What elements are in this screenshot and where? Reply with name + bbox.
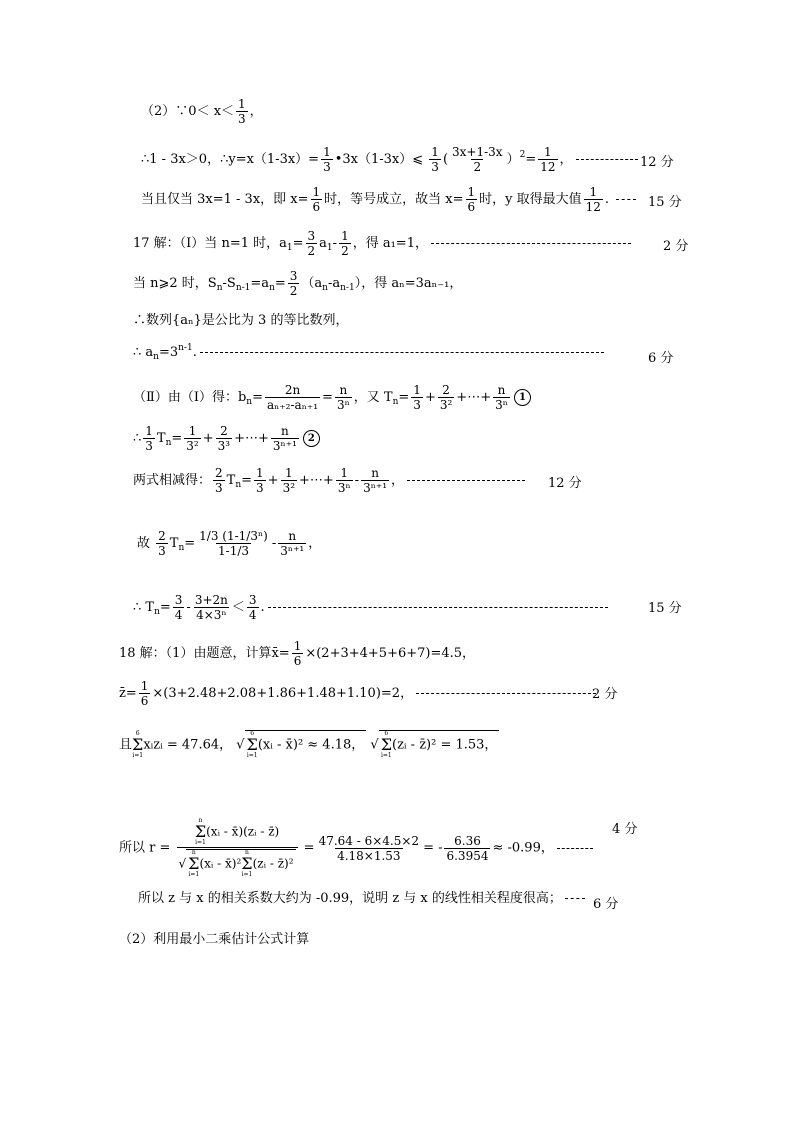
text: =a	[250, 276, 270, 291]
numerator: 1	[312, 185, 321, 199]
text: (zᵢ - z̄)²	[252, 856, 294, 871]
text: (zᵢ - z̄)² = 1.53，	[392, 737, 498, 753]
numerator: 3+2n	[194, 593, 228, 607]
denominator: 3ⁿ⁺¹	[363, 481, 388, 495]
problem-18-line-1: 18 解：（1）由题意，计算x̄= $\frac{1}{6}$ ×(2+3+4+5+6+7)=4.5，	[119, 639, 476, 668]
text: 时，y 取得最大值	[479, 192, 582, 207]
score-label: 6 分	[593, 897, 619, 912]
text: （2）利用最小二乘估计公式计算	[119, 932, 310, 947]
denominator: 4	[248, 608, 257, 622]
score-label: 12 分	[640, 155, 674, 170]
subscript: n	[392, 397, 399, 407]
problem-17-part2-line-5: ∴ $T_n=$ $\frac{3}{4}$ - $\frac{3+2n}{\text{4×3ⁿ}}$ ＜ $\frac{3}{4}$ .	[133, 594, 611, 621]
fraction	[278, 530, 306, 557]
text: 17 解：（Ⅰ）当 n=1 时，a	[133, 236, 287, 251]
numerator: n	[497, 383, 506, 397]
subscript: n	[235, 480, 242, 490]
sigma-lower: i=1	[380, 752, 392, 759]
circled-number-1: 1	[514, 389, 531, 406]
numerator: 3x+1-3x	[452, 145, 503, 159]
text: .	[260, 600, 265, 615]
denominator: 3ⁿ	[337, 481, 351, 495]
text: (xᵢ - x̄)² ≈ 4.18，	[257, 737, 365, 753]
dash-leader	[416, 693, 596, 694]
denominator: √ n Σ i=1 (xᵢ - x̄)² n Σ i=1 (zᵢ - z̄)²	[177, 847, 298, 878]
subscript: n-1	[235, 283, 251, 293]
numerator: 1	[323, 145, 331, 159]
text: +⋯+	[456, 390, 492, 405]
numerator: 3	[174, 593, 183, 607]
text: z̄	[119, 686, 126, 701]
fraction	[311, 186, 323, 213]
text: 18 解：（1）由题意，计算	[119, 646, 272, 661]
fraction	[584, 186, 603, 213]
text: 且	[119, 737, 133, 753]
text: -	[332, 236, 338, 251]
fraction	[288, 270, 300, 297]
text: 当且仅当 3x=1 - 3x，即 x=	[141, 192, 309, 207]
text: xᵢzᵢ = 47.64，	[143, 737, 233, 753]
text: ∴数列{aₙ}是公比为 3 的等比数列，	[133, 313, 349, 328]
text: ≈ -0.99，	[492, 840, 554, 856]
text: ）	[506, 152, 520, 167]
text: x̄	[271, 646, 279, 661]
fraction	[143, 425, 155, 452]
sigma-sum	[381, 731, 392, 759]
problem-18-line-4: 所以 r = n Σ i=1 (xᵢ - x̄)(zᵢ - z̄) √ n Σ i=1 (xᵢ - x̄)² n Σ i=1 (zᵢ - z̄)² = $\frac{47.64 - 6\times 4.5\times 2}{4.18\times 1.53}$ = - $\frac{6.36}{6.3954}$ ≈ -0.99，	[119, 818, 596, 878]
numerator: n	[281, 424, 289, 438]
denominator: 4.18×1.53	[337, 848, 401, 863]
text: （Ⅱ）由（Ⅰ）得：b	[133, 390, 247, 405]
numerator: 3	[248, 593, 257, 607]
numerator: 6.36	[454, 833, 481, 848]
denominator: 12	[540, 160, 556, 174]
problem-17-line-4	[133, 343, 607, 362]
fraction	[306, 230, 318, 257]
text: ，得 a₁=1，	[352, 236, 428, 251]
score-label: 2 分	[592, 687, 618, 702]
text: ×(3+2.48+2.08+1.86+1.48+1.10)=2，	[152, 686, 414, 701]
fraction	[216, 425, 232, 452]
numerator: 1	[467, 185, 476, 199]
text: ），得 aₙ=3aₙ₋₁，	[354, 276, 463, 291]
equality-condition-line: 当且仅当 3x=1 - 3x，即 x= $\frac{1}{6}$ 时，等号成立，故当 x= $\frac{1}{6}$ 时，y 取得最大值 $\frac{1}{12}$ .	[141, 186, 639, 213]
numerator: 1	[188, 424, 197, 438]
fraction	[247, 594, 259, 621]
numerator: n	[288, 529, 297, 543]
fraction	[335, 384, 352, 411]
sigma-lower: i=1	[132, 752, 144, 759]
denominator: 3	[238, 112, 246, 126]
sigma-sum	[247, 731, 258, 759]
numerator: 1	[140, 679, 149, 693]
fraction	[317, 835, 422, 862]
fraction	[292, 640, 304, 667]
circled-number-2: 2	[303, 430, 320, 447]
text: =3	[158, 345, 179, 360]
subscript: n-1	[340, 283, 355, 293]
numerator: n	[371, 466, 379, 480]
inequality-line: ∴1 - 3x＞0，∴y=x（1-3x）= $\frac{1}{3}$ •3x（1-3x）⩽ $\frac{1}{3}$ ( $\frac{3x+1-3x}{2}$ ）$^2$= $\frac{1}{12}$ ，	[141, 146, 641, 173]
fraction	[271, 425, 299, 452]
fraction	[321, 146, 333, 173]
exponent: 2	[519, 150, 526, 160]
denominator: 3ⁿ⁺¹	[280, 544, 305, 558]
denominator: 12	[585, 200, 601, 214]
numerator: 2	[158, 529, 166, 543]
subscript: n	[216, 283, 223, 293]
fraction	[493, 384, 510, 411]
numerator: 1	[340, 466, 349, 480]
text: 所以 z 与 x 的相关系数大约为 -0.99，说明 z 与 x 的线性相关程度很高；	[138, 891, 562, 906]
sigma-lower: i=1	[246, 752, 258, 759]
fraction	[236, 98, 248, 125]
problem-18-line-6	[119, 933, 309, 946]
problem-17-line-1: 17 解：（Ⅰ）当 n=1 时，$a_1=$ $\frac{3}{2}$ $a_1-$ $\frac{1}{2}$ ，得 a₁=1，	[133, 230, 634, 257]
sigma-symbol: Σ	[380, 735, 392, 754]
text: ×(2+3+4+5+6+7)=4.5，	[305, 646, 476, 661]
text: ，	[249, 104, 263, 119]
sigma-symbol: Σ	[132, 735, 144, 754]
denominator: 1-1/3	[218, 544, 250, 558]
fraction	[450, 146, 505, 173]
sigma-sum	[132, 731, 143, 759]
denominator: 3²	[282, 481, 296, 495]
numerator: n	[339, 383, 348, 397]
text: = -	[423, 840, 443, 856]
denominator: 3	[256, 481, 264, 495]
fraction	[213, 467, 225, 494]
denominator: 3	[431, 160, 439, 174]
problem-17-part2-line-4: 故 $\frac{2}{3}$ $T_n=$ $\frac{\text{1/3 (1-1/3ⁿ)}}{1-1/3}$ - $\frac{n}{\text{3ⁿ⁺¹}}$ ，	[137, 529, 322, 558]
fraction	[411, 384, 423, 411]
sigma-upper: 6	[384, 730, 389, 737]
sigma-upper: n	[245, 849, 249, 856]
text: (xᵢ - x̄)²	[199, 856, 242, 871]
text: •3x（1-3x）⩽	[334, 152, 424, 167]
problem-17-part2-line-2: ∴ $\frac{1}{3}$ $T_n=$ $\frac{1}{\text{3²}}$ + $\frac{2}{\text{3³}}$ +⋯+ $\frac{n}{\text{3ⁿ⁺¹}}$ 2	[133, 425, 320, 452]
sigma-sum	[188, 850, 199, 878]
fraction	[265, 384, 320, 411]
dash-leader	[616, 199, 636, 200]
numerator: 47.64 - 6×4.5×2	[318, 833, 420, 848]
text: -S	[222, 276, 236, 291]
text: T	[226, 473, 236, 488]
fraction	[538, 146, 557, 173]
fraction	[254, 467, 266, 494]
fraction	[339, 230, 351, 257]
denominator: 4×3ⁿ	[196, 608, 227, 622]
fraction	[336, 467, 353, 494]
problem-17-line-3	[133, 314, 348, 327]
numerator	[193, 818, 281, 847]
dash-leader	[576, 159, 638, 160]
denominator: 6.3954	[446, 848, 489, 863]
numerator: 3	[289, 269, 298, 283]
subscript: n	[178, 543, 185, 553]
text: 故	[137, 536, 151, 551]
denominator: 6	[312, 200, 321, 214]
text: ∴ T	[133, 600, 155, 615]
fraction	[184, 425, 200, 452]
text: ＜ x＜	[196, 104, 235, 119]
text: +⋯+	[299, 473, 334, 488]
denominator: 6	[467, 200, 476, 214]
numerator: 1	[431, 145, 439, 159]
numerator: 2	[215, 466, 223, 480]
denominator: 4	[174, 608, 183, 622]
fraction	[361, 467, 389, 494]
fraction	[466, 186, 478, 213]
numerator: 1	[256, 466, 264, 480]
score-label: 12 分	[548, 476, 582, 491]
subscript: 1	[286, 243, 293, 253]
subscript: n	[154, 607, 160, 617]
denominator: 3ⁿ⁺¹	[272, 439, 297, 453]
numerator: 1/3 (1-1/3ⁿ)	[199, 529, 268, 543]
numerator: 1	[284, 466, 293, 480]
fraction	[281, 467, 297, 494]
part2-condition-line	[141, 98, 263, 125]
fraction	[429, 146, 441, 173]
problem-18-line-3: 且 6 Σ i=1 xᵢzᵢ = 47.64， √ 6 Σ i=1 (xᵢ - x̄)² ≈ 4.18， √ 6 Σ i=1 (zᵢ - z̄)² = 1.53，	[119, 730, 498, 759]
score-label: 4 分	[612, 822, 638, 837]
denominator: 3ⁿ	[495, 398, 508, 412]
denominator: 3	[413, 398, 421, 412]
fraction	[438, 384, 454, 411]
problem-17-part2-line-1: （Ⅱ）由（Ⅰ）得：$b_n=$ $\frac{2n}{\text{aₙ₊₂-aₙ₊₁}}$ = $\frac{n}{\text{3ⁿ}}$ ，又 $T_n=$ $\frac{1}{3}$ + $\frac{2}{\text{3²}}$ +⋯+ $\frac{n}{\text{3ⁿ}}$ 1	[133, 384, 531, 411]
sigma-upper: 6	[250, 730, 255, 737]
problem-17-line-2: 当 n⩾2 时，$S_n-S_{n-1}=a_n=$ $\frac{3}{2}$ $(a_n-a_{n-1})$，得 aₙ=3aₙ₋₁，	[133, 269, 463, 298]
sigma-upper: n	[198, 817, 203, 824]
denominator: 3	[215, 481, 223, 495]
text: ，	[391, 473, 405, 488]
sigma-upper: 6	[135, 730, 140, 737]
score-label: 15 分	[648, 195, 682, 210]
sigma-symbol: Σ	[188, 854, 200, 873]
denominator: 3²	[186, 439, 199, 453]
dash-leader	[557, 848, 593, 849]
subscript: n	[165, 438, 172, 448]
text: ，	[308, 536, 322, 551]
subscript: n	[322, 283, 328, 293]
denominator: 6	[140, 694, 149, 708]
dash-leader	[407, 480, 525, 481]
numerator: 1	[413, 383, 421, 397]
sigma-symbol: Σ	[241, 854, 253, 873]
denominator: 2	[289, 284, 298, 298]
subscript: n	[153, 352, 159, 362]
score-label: 15 分	[648, 601, 682, 616]
text: +⋯+	[234, 431, 269, 446]
problem-17-part2-line-3: 两式相减得： $\frac{2}{3}$ $T_n=$ $\frac{1}{3}$ + $\frac{1}{\text{3²}}$ +⋯+ $\frac{1}{\text{3ⁿ}}$ - $\frac{n}{\text{3ⁿ⁺¹}}$ ，	[133, 467, 528, 494]
square-root	[245, 730, 367, 759]
numerator: 1	[145, 424, 153, 438]
denominator: 6	[293, 654, 302, 668]
subscript: 1	[326, 243, 333, 253]
numerator: 3	[307, 229, 316, 243]
denominator: 3	[158, 544, 166, 558]
denominator: 3²	[439, 398, 453, 412]
denominator: 3ⁿ	[336, 398, 350, 412]
correlation-fraction	[177, 818, 298, 878]
square-root	[379, 730, 500, 759]
numerator: 1	[589, 185, 598, 199]
fraction	[444, 835, 490, 862]
fraction	[173, 594, 185, 621]
numerator: 1	[544, 145, 552, 159]
text: （2）∵	[141, 104, 189, 119]
text: ＜	[231, 600, 245, 615]
compound-fraction	[197, 530, 270, 557]
text: .	[192, 345, 197, 360]
text: 所以 r =	[119, 840, 171, 856]
numerator: 2n	[284, 383, 301, 397]
dash-leader	[200, 352, 604, 353]
text: （a	[301, 276, 323, 291]
exponent: n-1	[178, 343, 193, 353]
denominator: 2	[473, 160, 482, 174]
sigma-upper: n	[191, 849, 196, 856]
text: ∴	[133, 431, 142, 446]
square-root	[186, 849, 295, 878]
sigma-symbol: Σ	[194, 822, 207, 841]
dash-leader	[268, 607, 608, 608]
denominator: 3	[145, 439, 153, 453]
numerator: 1	[293, 639, 302, 653]
subscript: n	[269, 283, 275, 293]
text: T	[156, 431, 166, 446]
text: ∴ a	[133, 345, 154, 360]
sigma-lower: i=1	[195, 839, 206, 846]
sigma-sum	[195, 818, 206, 846]
score-label: 2 分	[663, 239, 689, 254]
text: ，又 T	[353, 390, 393, 405]
denominator: 2	[307, 244, 316, 258]
denominator: 3³	[217, 439, 231, 453]
dash-leader	[565, 898, 585, 899]
numerator: 1	[341, 229, 349, 243]
fraction	[193, 594, 230, 621]
text: (xᵢ - x̄)(zᵢ - z̄)	[206, 824, 280, 839]
sigma-symbol: Σ	[246, 735, 258, 754]
sigma-lower: i=1	[188, 871, 200, 878]
fraction	[139, 680, 151, 707]
text: 两式相减得：	[133, 473, 212, 488]
problem-18-line-2: z̄= $\frac{1}{6}$ ×(3+2.48+2.08+1.86+1.48+1.10)=2，	[119, 680, 599, 707]
denominator: 3	[323, 160, 331, 174]
text: 0	[188, 104, 197, 119]
text: 当 n⩾2 时，S	[133, 276, 217, 291]
numerator: 1	[238, 97, 246, 111]
problem-18-line-5	[138, 892, 588, 905]
denominator: 2	[341, 244, 349, 258]
sigma-sum	[241, 850, 252, 878]
dash-leader	[431, 243, 631, 244]
text: -a	[327, 276, 341, 291]
score-label: 6 分	[648, 351, 674, 366]
numerator: 2	[220, 424, 228, 438]
numerator: 2	[442, 383, 450, 397]
fraction	[156, 530, 168, 557]
sigma-lower: i=1	[241, 871, 253, 878]
text: 时，等号成立，故当 x=	[324, 192, 464, 207]
text: a	[319, 236, 327, 251]
text: ∴1 - 3x＞0，∴y=x（1-3x）=	[141, 152, 320, 167]
denominator: aₙ₊₂-aₙ₊₁	[267, 398, 319, 412]
subscript: n	[246, 397, 253, 407]
text: T	[169, 536, 179, 551]
